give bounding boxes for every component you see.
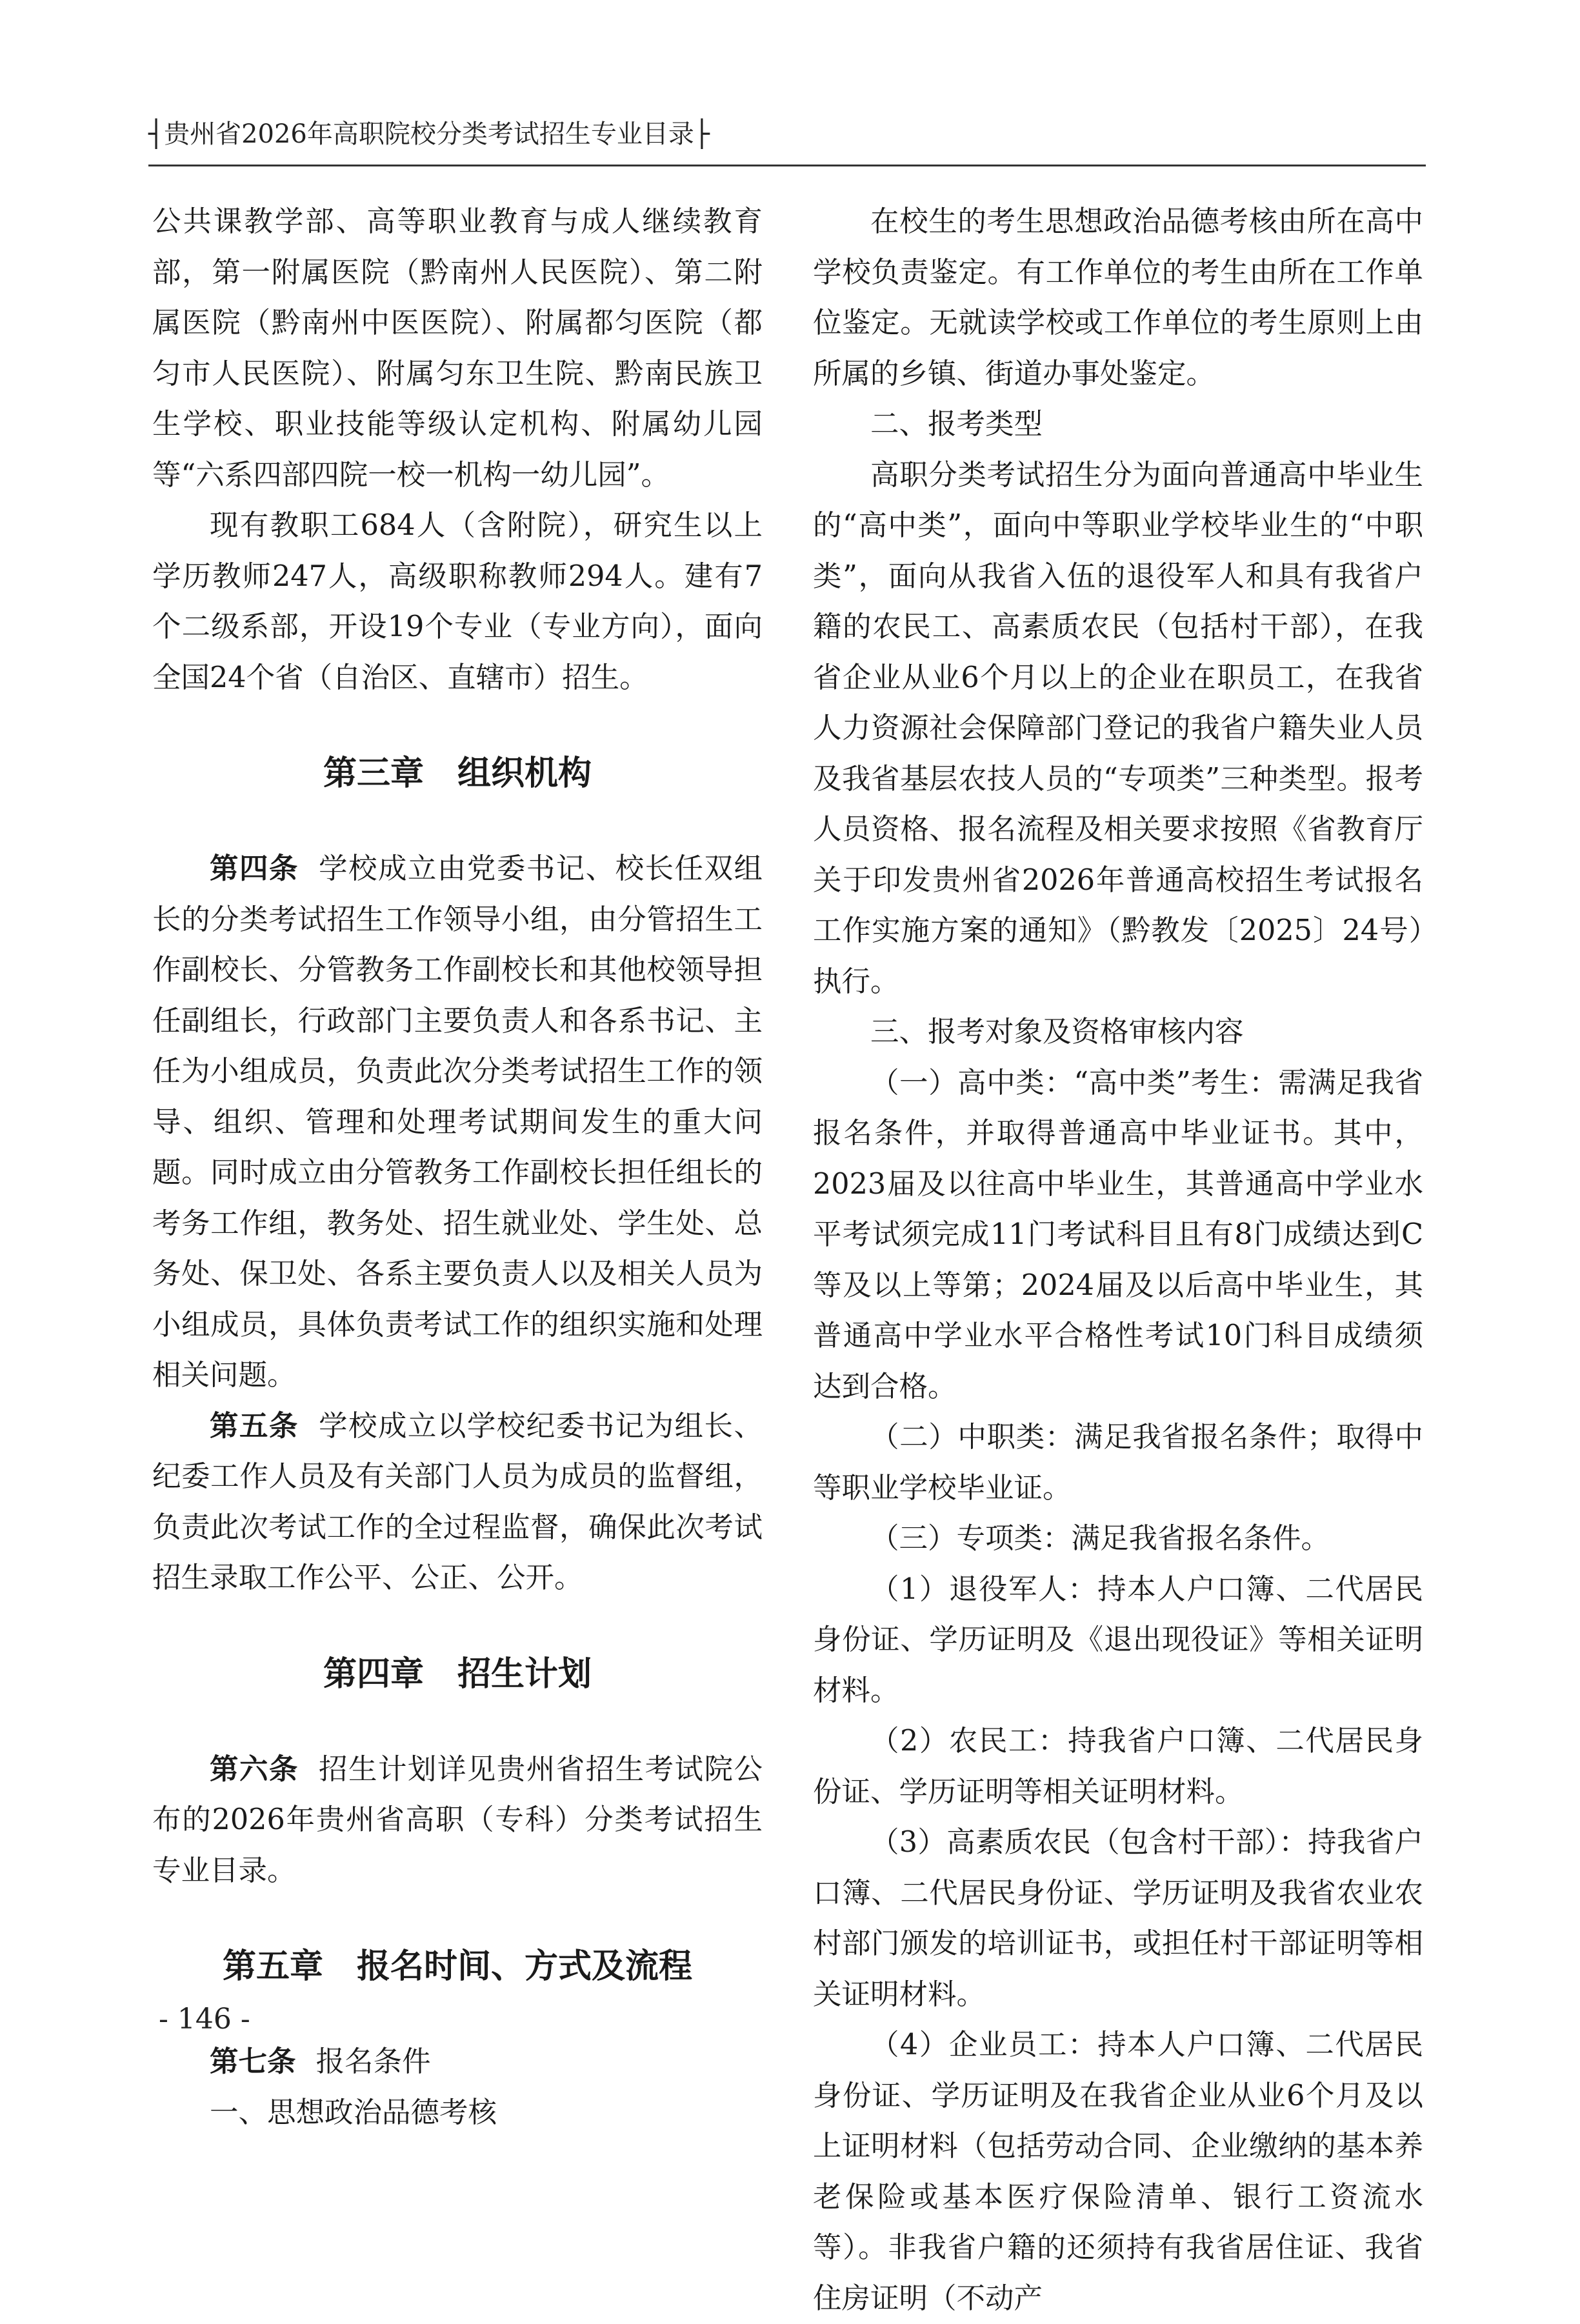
article-label: 第七条 <box>210 2045 296 2078</box>
paragraph: 现有教职工684人（含附院），研究生以上学历教师247人，高级职称教师294人。建有7个二级系部，开设19个专业（专业方向），面向全国24个省（自治区、直辖市）招生。 <box>152 509 763 694</box>
paragraph: 高职分类考试招生分为面向普通高中毕业生的“高中类”，面向中等职业学校毕业生的“中职类”，面向从我省入伍的退役军人和具有我省户籍的农民工、高素质农民（包括村干部），在我省企业从业6个月以上的企业在职员工，在我省人力资源社会保障部门登记的我省户籍失业人员及我省基层农技人员的“专项类”三种类型。报考人员资格、报名流程及相关要求按照《省教育厅关于印发贵州省2026年普通高校招生考试报名工作实施方案的通知》（黔教发〔2025〕24号）执行。 <box>813 458 1423 998</box>
article-paragraph <box>152 1401 763 1604</box>
article-paragraph <box>152 1745 763 1897</box>
right-column <box>813 197 1423 2324</box>
chapter-heading: 第三章 组织机构 <box>323 754 592 793</box>
article-label: 第四条 <box>210 852 299 885</box>
article-label: 第六条 <box>210 1752 299 1786</box>
paragraph: 公共课教学部、高等职业教育与成人继续教育部，第一附属医院（黔南州人民医院）、第二附属医院（黔南州中医医院）、附属都匀医院（都匀市人民医院）、附属匀东卫生院、黔南民族卫生学校、职业技能等级认定机构、附属幼儿园等“六系四部四院一校一机构一幼儿园”。 <box>152 205 763 492</box>
article-text: 学校成立以学校纪委书记为组长、纪委工作人员及有关部门人员为成员的监督组，负责此次考试工作的全过程监督，确保此次考试招生录取工作公平、公正、公开。 <box>152 1409 763 1594</box>
article-text: 学校成立由党委书记、校长任双组长的分类考试招生工作领导小组，由分管招生工作副校长、分管教务工作副校长和其他校领导担任副组长，行政部门主要负责人和各系书记、主任为小组成员，负责此次分类考试招生工作的领导、组织、管理和处理考试期间发生的重大问题。同时成立由分管教务工作副校长担任组长的考务工作组，教务处、招生就业处、学生处、总务处、保卫处、各系主要负责人以及相关人员为小组成员，具体负责考试工作的组织实施和处理相关问题。 <box>152 852 763 1392</box>
section-heading: 二、报考类型 <box>870 408 1043 441</box>
article-label: 第五条 <box>210 1409 299 1443</box>
spacer <box>152 1896 763 1941</box>
section-heading: 三、报考对象及资格审核内容 <box>870 1016 1244 1048</box>
section-heading: 一、思想政治品德考核 <box>210 2096 497 2129</box>
paragraph: （1）退役军人：持本人户口簿、二代居民身份证、学历证明及《退出现役证》等相关证明材料。 <box>813 1572 1423 1707</box>
paragraph: （三）专项类：满足我省报名条件。 <box>870 1522 1330 1555</box>
article-paragraph <box>152 844 763 1401</box>
spacer <box>152 703 763 748</box>
paragraph: （3）高素质农民（包含村干部）：持我省户口簿、二代居民身份证、学历证明及我省农业农村部门颁发的培训证书，或担任村干部证明等相关证明材料。 <box>813 1826 1423 2011</box>
chapter-heading: 第五章 报名时间、方式及流程 <box>222 1947 692 1986</box>
paragraph: （一）高中类：“高中类”考生：需满足我省报名条件，并取得普通高中毕业证书。其中，2023届及以往高中毕业生，其普通高中学业水平考试须完成11门考试科目且有8门成绩达到C等及以上等第；2024届及以后高中毕业生，其普通高中学业水平合格性考试10门科目成绩须达到合格。 <box>813 1066 1423 1403</box>
header-rule <box>148 165 1426 166</box>
left-column <box>152 197 763 2138</box>
article-paragraph <box>152 2037 763 2088</box>
article-text: 报名条件 <box>315 2045 431 2078</box>
spacer <box>152 1699 763 1745</box>
running-header: ┤贵州省2026年高职院校分类考试招生专业目录├ <box>148 119 710 149</box>
paragraph: （4）企业员工：持本人户口簿、二代居民身份证、学历证明及在我省企业从业6个月及以上证明材料（包括劳动合同、企业缴纳的基本养老保险或基本医疗保险清单、银行工资流水等）。非我省户籍的还须持有我省居住证、我省住房证明（不动产 <box>813 2028 1423 2315</box>
article-text: 招生计划详见贵州省招生考试院公布的2026年贵州省高职（专科）分类考试招生专业目录。 <box>152 1752 763 1887</box>
paragraph: （2）农民工：持我省户口簿、二代居民身份证、学历证明等相关证明材料。 <box>813 1725 1423 1808</box>
spacer <box>152 799 763 844</box>
paragraph: （二）中职类：满足我省报名条件；取得中等职业学校毕业证。 <box>813 1421 1423 1505</box>
spacer <box>152 1604 763 1649</box>
page-number: - 146 - <box>159 2003 250 2036</box>
chapter-heading: 第四章 招生计划 <box>323 1654 592 1694</box>
paragraph: 在校生的考生思想政治品德考核由所在高中学校负责鉴定。有工作单位的考生由所在工作单位鉴定。无就读学校或工作单位的考生原则上由所属的乡镇、街道办事处鉴定。 <box>813 205 1423 390</box>
